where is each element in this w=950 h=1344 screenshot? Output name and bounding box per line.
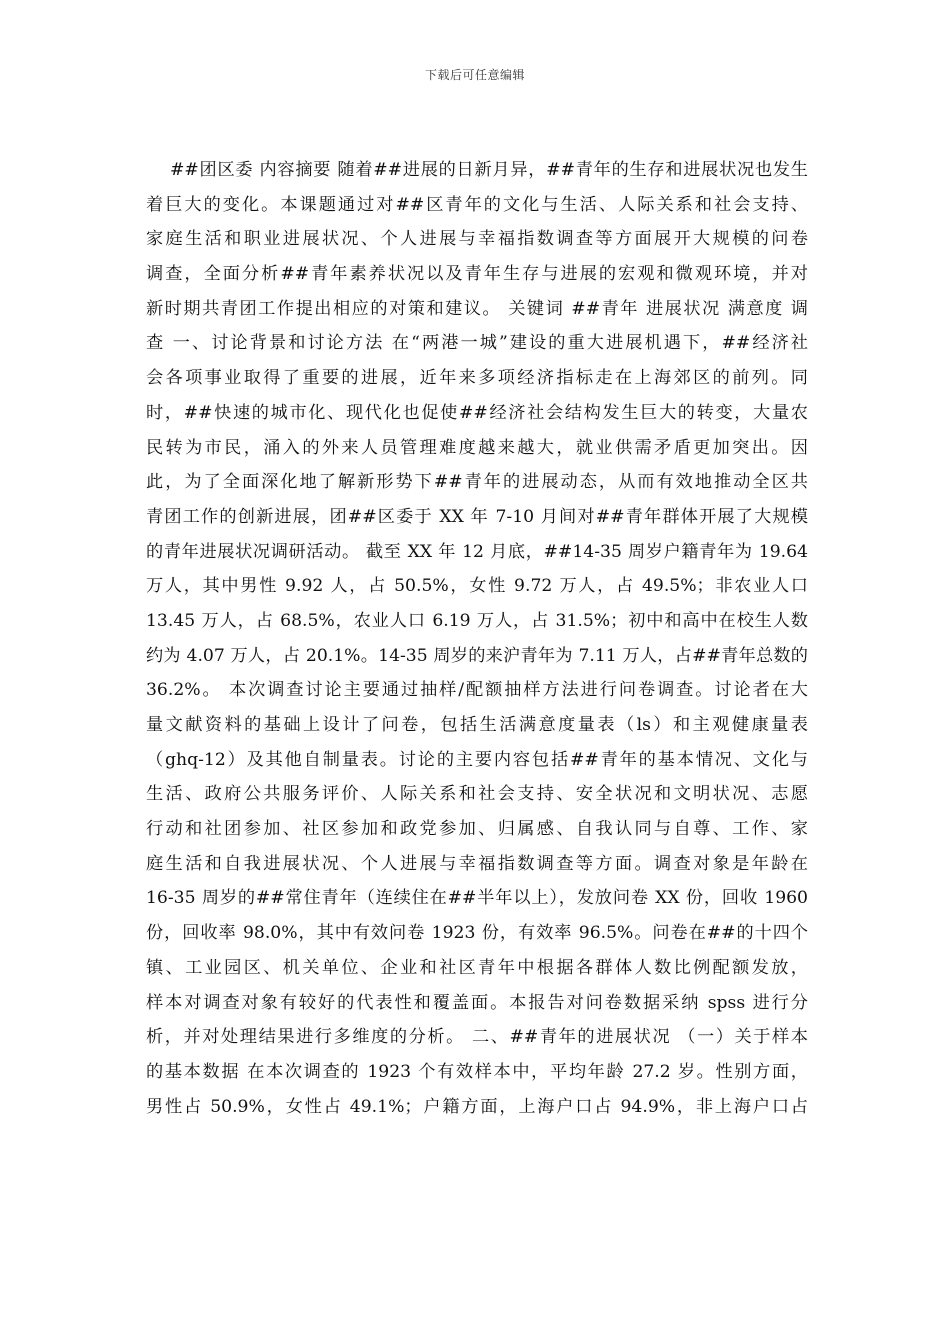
paragraph-line: 生活、政府公共服务评价、人际关系和社会支持、安全状况和文明状况、志愿 bbox=[146, 784, 808, 805]
paragraph-line: 量文献资料的基础上设计了问卷，包括生活满意度量表（ls）和主观健康量表 bbox=[146, 715, 808, 735]
page-header: 下载后可任意编辑 bbox=[424, 68, 525, 82]
paragraph-line: 家庭生活和职业进展状况、个人进展与幸福指数调查等方面展开大规模的问卷 bbox=[146, 229, 808, 250]
paragraph-line: （ghq-12）及其他自制量表。讨论的主要内容包括##青年的基本情况、文化与 bbox=[146, 749, 808, 770]
paragraph-line: 36.2%。 本次调查讨论主要通过抽样/配额抽样方法进行问卷调查。讨论者在大 bbox=[146, 680, 808, 701]
paragraph-line: 13.45 万人，占 68.5%，农业人口 6.19 万人，占 31.5%；初中和高中在校生人数 bbox=[146, 610, 808, 631]
paragraph-line: 万人，其中男性 9.92 人，占 50.5%，女性 9.72 万人，占 49.5%；非农业人口 bbox=[146, 576, 808, 597]
paragraph-line: 16-35 周岁的##常住青年（连续住在##半年以上），发放问卷 XX 份，回收 1960 bbox=[146, 888, 808, 909]
paragraph-line: 调查，全面分析##青年素养状况以及青年生存与进展的宏观和微观环境，并对 bbox=[146, 264, 808, 285]
paragraph-line: 镇、工业园区、机关单位、企业和社区青年中根据各群体人数比例配额发放， bbox=[146, 957, 808, 978]
paragraph-line: 样本对调查对象有较好的代表性和覆盖面。本报告对问卷数据采纳 spss 进行分 bbox=[146, 992, 808, 1013]
paragraph-line: 新时期共青团工作提出相应的对策和建议。 关键词 ##青年 进展状况 满意度 调 bbox=[146, 298, 808, 319]
paragraph-line: 时，##快速的城市化、现代化也促使##经济社会结构发生巨大的转变，大量农 bbox=[146, 402, 808, 423]
paragraph-line: 的青年进展状况调研活动。 截至 XX 年 12 月底，##14-35 周岁户籍青年为 19.64 bbox=[146, 541, 808, 562]
paragraph-line: 着巨大的变化。本课题通过对##区青年的文化与生活、人际关系和社会支持、 bbox=[146, 194, 808, 215]
paragraph-line: 行动和社团参加、社区参加和政党参加、归属感、自我认同与自尊、工作、家 bbox=[146, 819, 808, 840]
paragraph-line: 此，为了全面深化地了解新形势下##青年的进展动态，从而有效地推动全区共 bbox=[146, 472, 808, 493]
paragraph-line: 会各项事业取得了重要的进展，近年来多项经济指标走在上海郊区的前列。同 bbox=[146, 368, 808, 389]
paragraph-line: 析，并对处理结果进行多维度的分析。 二、##青年的进展状况 （一）关于样本 bbox=[146, 1027, 808, 1048]
paragraph-line: 的基本数据 在本次调查的 1923 个有效样本中，平均年龄 27.2 岁。性别方面， bbox=[146, 1061, 808, 1082]
document-body bbox=[146, 153, 808, 1124]
paragraph-line: ##团区委 内容摘要 随着##进展的日新月异，##青年的生存和进展状况也发生 bbox=[170, 160, 808, 180]
paragraph-line: 男性占 50.9%，女性占 49.1%；户籍方面，上海户口占 94.9%，非上海户口占 bbox=[146, 1096, 808, 1117]
paragraph-line: 民转为市民，涌入的外来人员管理难度越来越大，就业供需矛盾更加突出。因 bbox=[146, 437, 808, 458]
paragraph-line: 约为 4.07 万人，占 20.1%。14-35 周岁的来沪青年为 7.11 万人，占##青年总数的 bbox=[146, 645, 808, 666]
paragraph-line: 份，回收率 98.0%，其中有效问卷 1923 份，有效率 96.5%。问卷在##的十四个 bbox=[146, 923, 808, 944]
paragraph-line: 庭生活和自我进展状况、个人进展与幸福指数调查等方面。调查对象是年龄在 bbox=[146, 853, 808, 874]
paragraph-line: 查 一、讨论背景和讨论方法 在“两港一城”建设的重大进展机遇下，##经济社 bbox=[146, 333, 808, 354]
paragraph-line: 青团工作的创新进展，团##区委于 XX 年 7-10 月间对##青年群体开展了大规模 bbox=[146, 506, 808, 527]
